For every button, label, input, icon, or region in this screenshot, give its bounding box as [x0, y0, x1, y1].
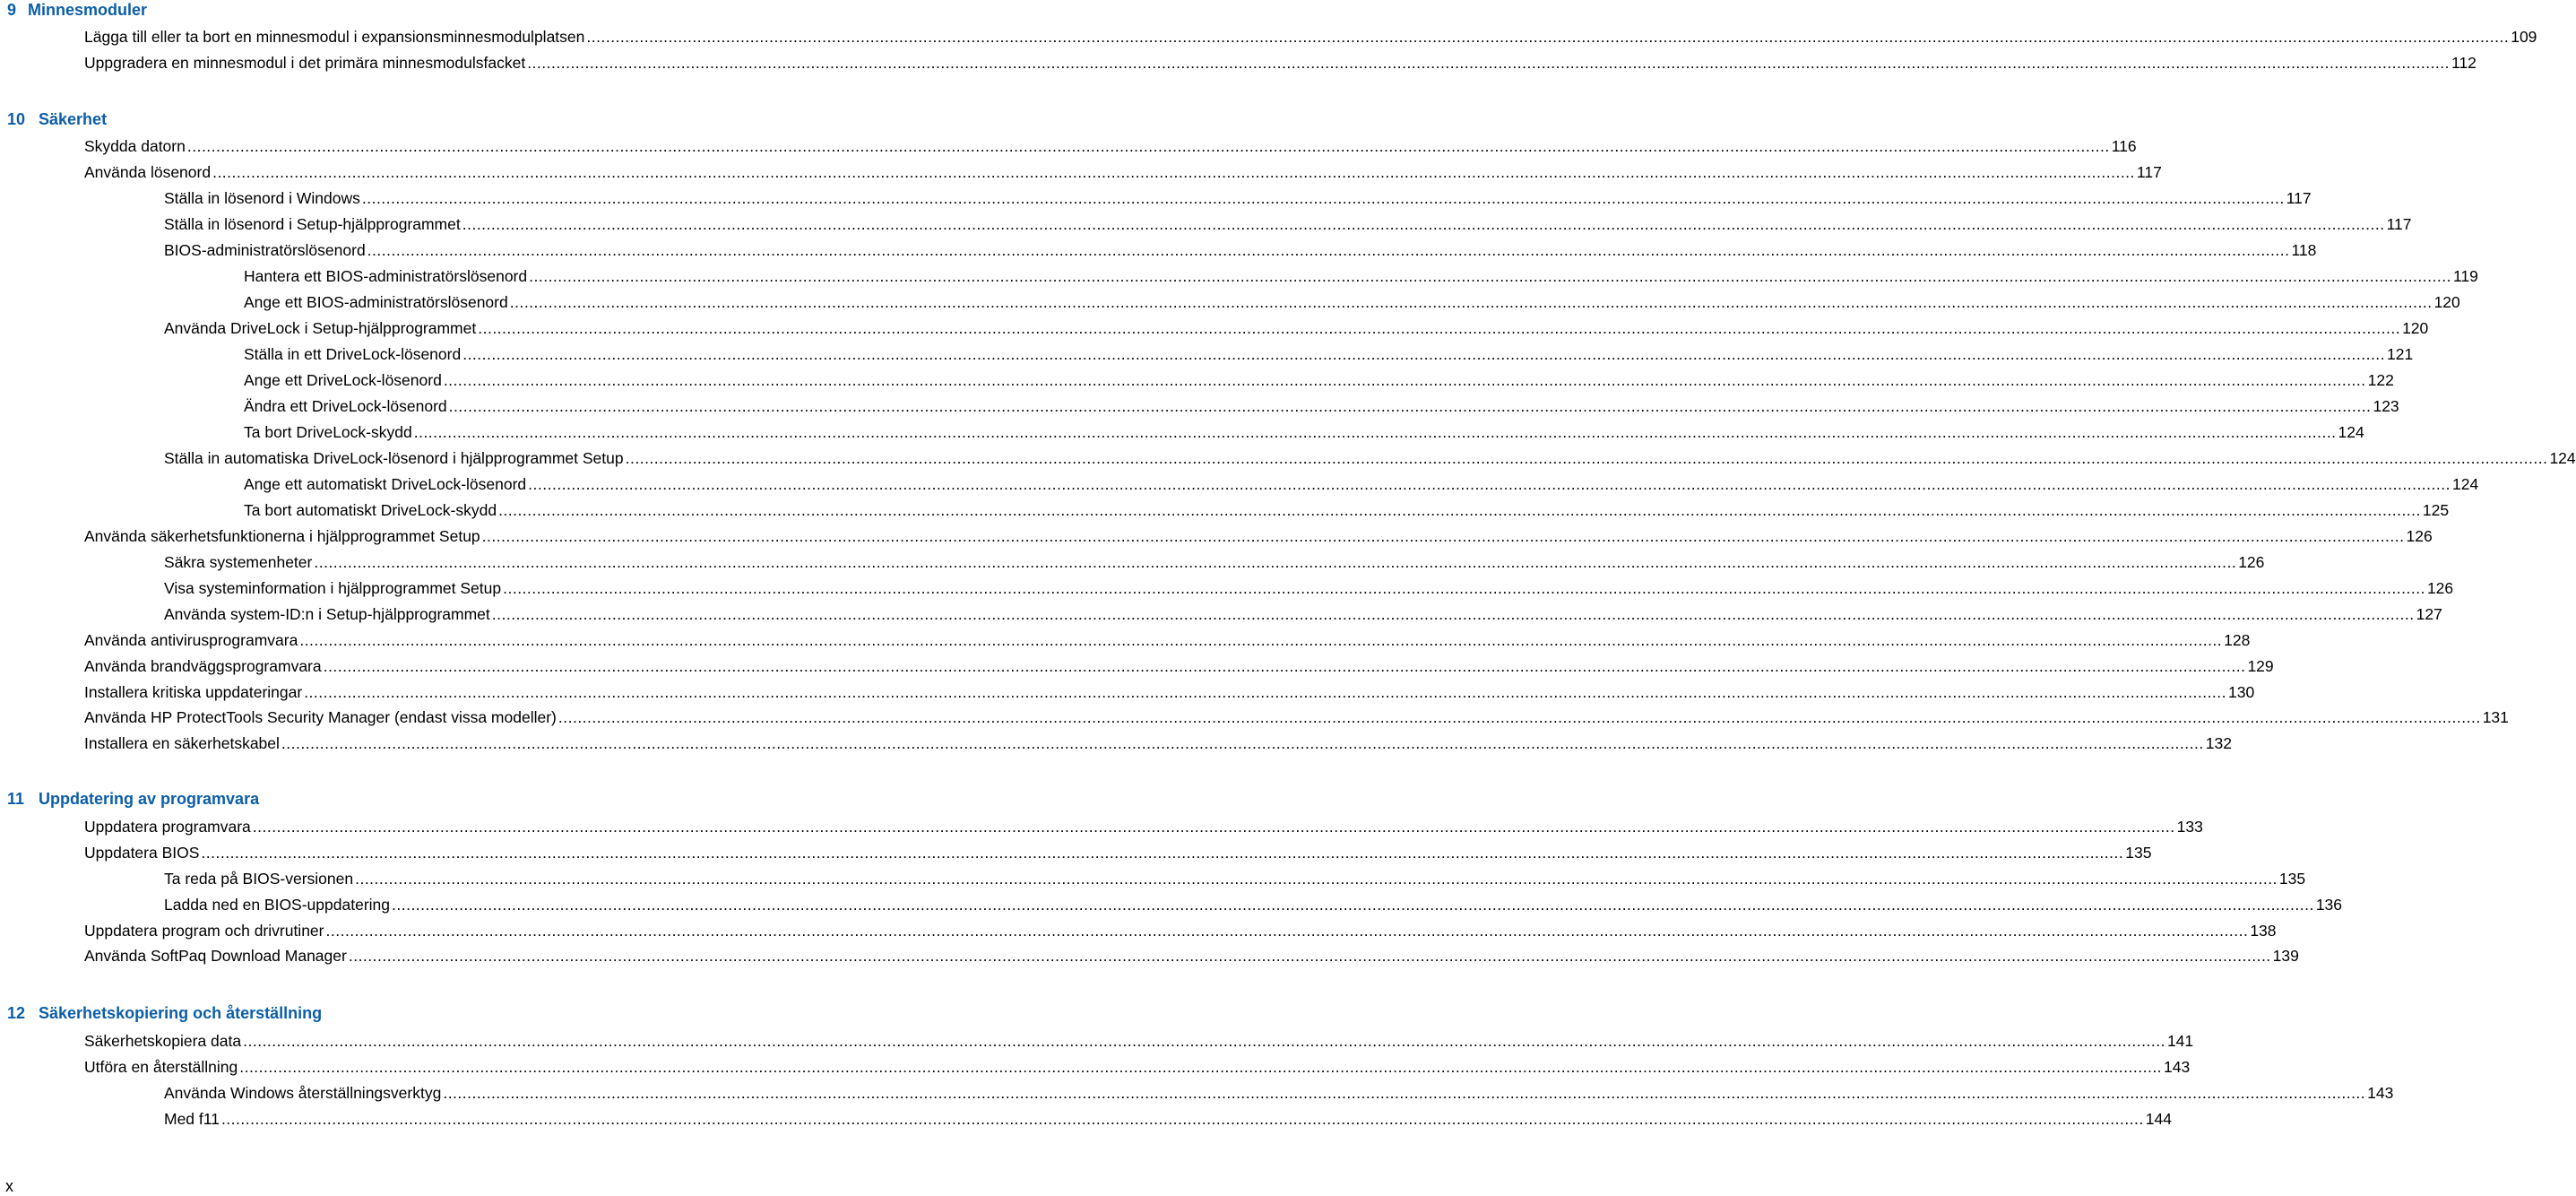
entry-page-number: 135: [2278, 870, 2306, 888]
chapter-number: 9: [7, 1, 17, 19]
dot-leader: ................................................................................................................................................................................................................................................................................................................................................................................................................: [201, 844, 2124, 862]
dot-leader: ................................................................................................................................................................................................................................................................................................................................................................................................................: [220, 1110, 2144, 1128]
entry-page-number: 127: [2416, 605, 2442, 623]
toc-entry[interactable]: [84, 682, 2255, 702]
entry-page-number: 125: [2422, 501, 2450, 519]
dot-leader: ................................................................................................................................................................................................................................................................................................................................................................................................................: [558, 708, 2481, 726]
page-footer-number: x: [5, 1177, 13, 1195]
toc-entry[interactable]: [84, 53, 2477, 73]
entry-page-number: 109: [2511, 28, 2537, 46]
toc-entry[interactable]: [244, 292, 2460, 312]
entry-page-number: 112: [2451, 54, 2477, 72]
dot-leader: ................................................................................................................................................................................................................................................................................................................................................................................................................: [527, 54, 2451, 72]
toc-entry[interactable]: [84, 843, 2152, 862]
entry-title: Uppdatera BIOS: [84, 844, 200, 862]
toc-entry[interactable]: [84, 921, 2277, 940]
entry-title: Använda säkerhetsfunktionerna i hjälpprogrammet Setup: [84, 527, 480, 545]
toc-entry[interactable]: [84, 136, 2137, 156]
entry-page-number: 124: [2549, 449, 2576, 467]
dot-leader: ................................................................................................................................................................................................................................................................................................................................................................................................................: [323, 657, 2246, 675]
entry-title: Använda SoftPaq Download Manager: [84, 947, 347, 965]
entry-title: Använda HP ProtectTools Security Manager (endast vissa modeller): [84, 708, 557, 726]
dot-leader: ................................................................................................................................................................................................................................................................................................................................................................................................................: [481, 527, 2405, 545]
entry-title: Ändra ett DriveLock-lösenord: [244, 397, 447, 415]
dot-leader: ................................................................................................................................................................................................................................................................................................................................................................................................................: [448, 397, 2372, 415]
entry-title: Använda antivirusprogramvara: [84, 631, 298, 649]
entry-page-number: 117: [2136, 163, 2162, 181]
entry-page-number: 124: [2451, 475, 2479, 493]
entry-page-number: 132: [2205, 734, 2232, 752]
dot-leader: ................................................................................................................................................................................................................................................................................................................................................................................................................: [281, 734, 2204, 752]
entry-title: Använda system-ID:n i Setup-hjälpprogrammet: [164, 605, 490, 623]
toc-entry[interactable]: [84, 1031, 2194, 1051]
toc-entry[interactable]: [164, 869, 2306, 888]
dot-leader: ................................................................................................................................................................................................................................................................................................................................................................................................................: [462, 345, 2386, 363]
toc-entry[interactable]: [164, 578, 2454, 598]
toc-entry[interactable]: [164, 240, 2317, 260]
entry-title: Säkra systemenheter: [164, 553, 313, 571]
toc-entry[interactable]: [84, 162, 2162, 182]
toc-entry[interactable]: [84, 733, 2232, 753]
dot-leader: ................................................................................................................................................................................................................................................................................................................................................................................................................: [361, 189, 2285, 207]
toc-entry[interactable]: [164, 214, 2412, 234]
dot-leader: ................................................................................................................................................................................................................................................................................................................................................................................................................: [355, 870, 2278, 888]
toc-entry[interactable]: [164, 448, 2576, 468]
toc-entry[interactable]: [84, 630, 2251, 650]
toc-entry[interactable]: [164, 1083, 2394, 1103]
entry-page-number: 126: [2406, 527, 2433, 545]
dot-leader: ................................................................................................................................................................................................................................................................................................................................................................................................................: [498, 501, 2421, 519]
entry-page-number: 136: [2315, 896, 2343, 914]
chapter-heading[interactable]: [7, 1003, 322, 1023]
entry-page-number: 133: [2176, 818, 2203, 836]
entry-title: Ställa in automatiska DriveLock-lösenord i hjälpprogrammet Setup: [164, 449, 624, 467]
chapter-title: Säkerhet: [39, 110, 108, 128]
entry-title: Ta bort automatiskt DriveLock-skydd: [244, 501, 497, 519]
entry-title: Uppgradera en minnesmodul i det primära minnesmodulsfacket: [84, 54, 526, 72]
dot-leader: ................................................................................................................................................................................................................................................................................................................................................................................................................: [503, 579, 2425, 597]
entry-page-number: 144: [2145, 1110, 2172, 1128]
entry-page-number: 122: [2367, 371, 2394, 389]
entry-page-number: 117: [2386, 215, 2412, 233]
dot-leader: ................................................................................................................................................................................................................................................................................................................................................................................................................: [304, 683, 2227, 701]
dot-leader: ................................................................................................................................................................................................................................................................................................................................................................................................................: [392, 896, 2314, 914]
entry-title: Använda lösenord: [84, 163, 212, 181]
toc-entry[interactable]: [244, 266, 2478, 286]
chapter-heading[interactable]: [7, 0, 147, 20]
chapter-heading[interactable]: [7, 789, 259, 809]
chapter-title: Minnesmoduler: [28, 1, 148, 19]
entry-title: Utföra en återställning: [84, 1058, 238, 1076]
entry-page-number: 123: [2373, 397, 2399, 415]
entry-page-number: 131: [2482, 708, 2509, 726]
dot-leader: ................................................................................................................................................................................................................................................................................................................................................................................................................: [186, 137, 2110, 155]
toc-entry[interactable]: [244, 422, 2364, 442]
entry-title: Visa systeminformation i hjälpprogrammet Setup: [164, 579, 502, 597]
chapter-number: 10: [7, 110, 26, 128]
chapter-title: Säkerhetskopiering och återställning: [39, 1004, 323, 1022]
entry-title: Ange ett DriveLock-lösenord: [244, 371, 442, 389]
entry-title: Ladda ned en BIOS-uppdatering: [164, 896, 390, 914]
entry-title: Ange ett automatiskt DriveLock-lösenord: [244, 475, 527, 493]
dot-leader: ................................................................................................................................................................................................................................................................................................................................................................................................................: [348, 947, 2271, 965]
toc-entry[interactable]: [244, 396, 2399, 416]
toc-entry[interactable]: [244, 370, 2394, 390]
entry-page-number: 116: [2111, 137, 2137, 155]
dot-leader: ................................................................................................................................................................................................................................................................................................................................................................................................................: [252, 818, 2175, 836]
entry-title: Använda brandväggsprogramvara: [84, 657, 322, 675]
entry-title: Ange ett BIOS-administratörslösenord: [244, 293, 508, 311]
entry-page-number: 126: [2426, 579, 2454, 597]
toc-entry[interactable]: [164, 552, 2265, 572]
entry-title: Säkerhetskopiera data: [84, 1032, 242, 1050]
toc-entry[interactable]: [244, 500, 2450, 520]
dot-leader: ................................................................................................................................................................................................................................................................................................................................................................................................................: [443, 371, 2366, 389]
dot-leader: ................................................................................................................................................................................................................................................................................................................................................................................................................: [212, 163, 2135, 181]
dot-leader: ................................................................................................................................................................................................................................................................................................................................................................................................................: [478, 319, 2401, 337]
entry-title: Uppdatera programvara: [84, 818, 251, 836]
dot-leader: ................................................................................................................................................................................................................................................................................................................................................................................................................: [462, 215, 2385, 233]
dot-leader: ................................................................................................................................................................................................................................................................................................................................................................................................................: [443, 1084, 2366, 1102]
entry-page-number: 119: [2452, 267, 2478, 285]
toc-entry[interactable]: [84, 526, 2433, 546]
toc-entry[interactable]: [244, 344, 2414, 364]
toc-entry[interactable]: [244, 474, 2479, 494]
entry-title: Med f11: [164, 1110, 220, 1128]
entry-title: Ställa in lösenord i Windows: [164, 189, 360, 207]
dot-leader: ................................................................................................................................................................................................................................................................................................................................................................................................................: [243, 1032, 2165, 1050]
entry-page-number: 139: [2272, 947, 2299, 965]
entry-page-number: 129: [2247, 657, 2274, 675]
dot-leader: ................................................................................................................................................................................................................................................................................................................................................................................................................: [314, 553, 2237, 571]
toc-entry[interactable]: [84, 27, 2537, 47]
entry-page-number: 128: [2224, 631, 2251, 649]
dot-leader: ................................................................................................................................................................................................................................................................................................................................................................................................................: [528, 475, 2451, 493]
dot-leader: ................................................................................................................................................................................................................................................................................................................................................................................................................: [586, 28, 2510, 46]
entry-page-number: 124: [2338, 423, 2364, 441]
entry-page-number: 118: [2291, 241, 2317, 259]
entry-page-number: 138: [2250, 922, 2277, 940]
entry-page-number: 126: [2238, 553, 2265, 571]
chapter-title: Uppdatering av programvara: [39, 790, 260, 808]
entry-title: Installera kritiska uppdateringar: [84, 683, 303, 701]
entry-page-number: 121: [2387, 345, 2414, 363]
entry-page-number: 143: [2367, 1084, 2394, 1102]
dot-leader: ................................................................................................................................................................................................................................................................................................................................................................................................................: [529, 267, 2451, 285]
toc-entry[interactable]: [84, 817, 2203, 836]
dot-leader: ................................................................................................................................................................................................................................................................................................................................................................................................................: [367, 241, 2290, 259]
entry-page-number: 143: [2164, 1058, 2191, 1076]
toc-entry[interactable]: [84, 946, 2299, 966]
entry-title: Ta bort DriveLock-skydd: [244, 423, 412, 441]
entry-page-number: 130: [2228, 683, 2255, 701]
dot-leader: ................................................................................................................................................................................................................................................................................................................................................................................................................: [625, 449, 2548, 467]
chapter-heading[interactable]: [7, 109, 107, 129]
toc-entry[interactable]: [84, 1057, 2191, 1077]
entry-page-number: 120: [2433, 293, 2460, 311]
toc-entry[interactable]: [84, 707, 2509, 727]
toc-entry[interactable]: [164, 318, 2429, 338]
dot-leader: ................................................................................................................................................................................................................................................................................................................................................................................................................: [491, 605, 2415, 623]
chapter-number: 12: [7, 1004, 26, 1022]
dot-leader: ................................................................................................................................................................................................................................................................................................................................................................................................................: [413, 423, 2337, 441]
entry-title: Hantera ett BIOS-administratörslösenord: [244, 267, 528, 285]
entry-page-number: 141: [2166, 1032, 2194, 1050]
toc-entry[interactable]: [164, 188, 2312, 208]
entry-title: Skydda datorn: [84, 137, 186, 155]
dot-leader: ................................................................................................................................................................................................................................................................................................................................................................................................................: [509, 293, 2433, 311]
toc-entry[interactable]: [84, 656, 2274, 676]
dot-leader: ................................................................................................................................................................................................................................................................................................................................................................................................................: [239, 1058, 2163, 1076]
entry-title: Lägga till eller ta bort en minnesmodul i expansionsminnesmodulplatsen: [84, 28, 585, 46]
entry-title: Installera en säkerhetskabel: [84, 734, 280, 752]
entry-title: Ställa in ett DriveLock-lösenord: [244, 345, 462, 363]
dot-leader: ................................................................................................................................................................................................................................................................................................................................................................................................................: [299, 631, 2223, 649]
entry-title: BIOS-administratörslösenord: [164, 241, 366, 259]
chapter-number: 11: [7, 790, 25, 808]
toc-entry[interactable]: [164, 604, 2442, 624]
entry-page-number: 120: [2402, 319, 2429, 337]
entry-title: Använda DriveLock i Setup-hjälpprogrammet: [164, 319, 477, 337]
entry-page-number: 135: [2125, 844, 2152, 862]
entry-title: Uppdatera program och drivrutiner: [84, 922, 324, 940]
toc-entry[interactable]: [164, 895, 2343, 914]
dot-leader: ................................................................................................................................................................................................................................................................................................................................................................................................................: [325, 922, 2249, 940]
entry-page-number: 117: [2286, 189, 2312, 207]
entry-title: Använda Windows återställningsverktyg: [164, 1084, 442, 1102]
entry-title: Ställa in lösenord i Setup-hjälpprogrammet: [164, 215, 461, 233]
entry-title: Ta reda på BIOS-versionen: [164, 870, 354, 888]
toc-entry[interactable]: [164, 1109, 2172, 1129]
